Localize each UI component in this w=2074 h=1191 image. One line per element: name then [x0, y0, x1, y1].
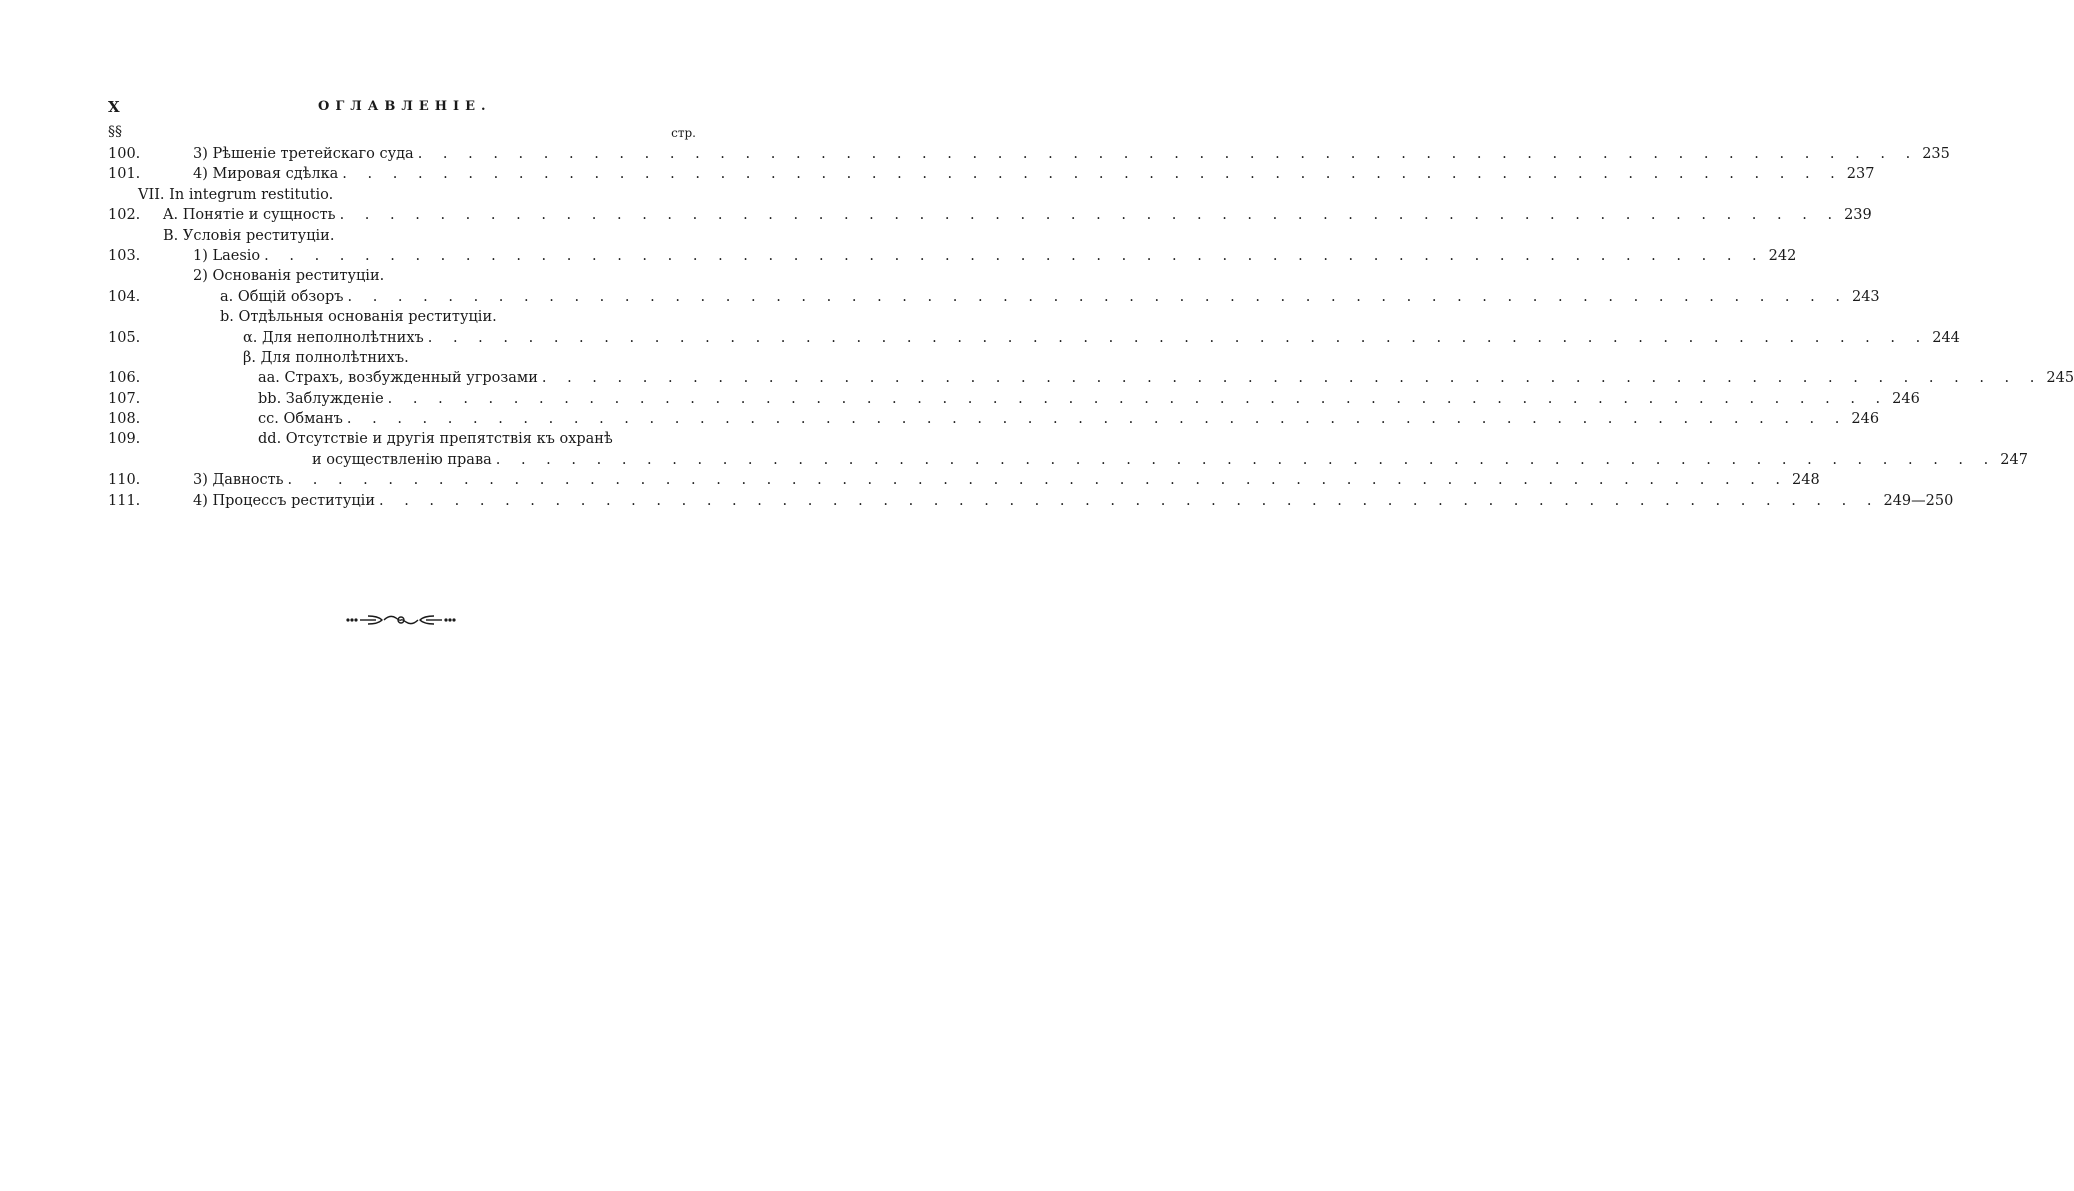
toc-entry-label: 4) Мировая сдѣлка	[193, 164, 342, 184]
toc-page-number: 242	[1768, 247, 1797, 264]
column-headings	[108, 124, 698, 142]
toc-entry-label: B. Условія реституціи.	[163, 226, 334, 246]
toc-entry	[138, 185, 698, 205]
toc-section-number: 107.	[108, 390, 141, 407]
toc-leader-dots: . . . . . . . . . . . . . . . . . . . . . . . . . . . . . . . . . . . . . . . . . . . . . . . . . . . . . . . . . . . .	[378, 492, 1880, 509]
toc-entry	[243, 348, 698, 368]
toc-page-number: 246	[1892, 390, 1920, 407]
toc-section-number: 101.	[108, 166, 141, 183]
toc-entry-label: dd. Отсутствіе и другія препятствія къ охранѣ	[258, 429, 613, 449]
toc-leader-dots: . . . . . . . . . . . . . . . . . . . . . . . . . . . . . . . . . . . . . . . . . . . . . . . . . . . . . . . . . . . .	[339, 207, 1841, 224]
toc-entry-label: a. Общій обзоръ	[220, 287, 347, 307]
toc-row	[108, 429, 698, 449]
toc-page-number: 248	[1792, 472, 1820, 489]
toc-leader-dots: . . . . . . . . . . . . . . . . . . . . . . . . . . . . . . . . . . . . . . . . . . . . . . . . . . . . . . . . . . . .	[387, 390, 1889, 407]
toc-section-number: 109.	[108, 431, 141, 448]
toc-section-number: 103.	[108, 247, 141, 264]
toc-section-number: 108.	[108, 411, 141, 428]
page-title: ОГЛАВЛЕНІЕ.	[318, 99, 492, 114]
toc-leader-dots: . . . . . . . . . . . . . . . . . . . . . . . . . . . . . . . . . . . . . . . . . . . . . . . . . . . . . . . . . . . .	[417, 146, 1919, 162]
toc-row	[108, 470, 1820, 490]
toc-row	[108, 307, 698, 327]
toc-page-number: 249—250	[1883, 492, 1954, 509]
toc-row	[108, 226, 698, 246]
toc-entry	[220, 307, 698, 327]
toc-entry	[258, 368, 2074, 388]
toc-section-number: 111.	[108, 492, 141, 509]
toc-row	[108, 491, 1954, 511]
toc-page-number: 237	[1846, 166, 1875, 183]
toc-entry	[258, 389, 1920, 409]
toc-row	[108, 409, 1880, 429]
toc-entry	[243, 328, 1960, 348]
page-column-heading: стр.	[671, 126, 696, 140]
page-number-roman: X	[108, 98, 120, 116]
toc-row	[108, 205, 1872, 225]
toc-entry	[163, 205, 1872, 225]
toc-entry-label: 1) Laesio	[193, 246, 264, 266]
toc-entry-label: A. Понятіе и сущность	[163, 205, 340, 225]
toc-page-number: 239	[1844, 207, 1872, 224]
toc-leader-dots: . . . . . . . . . . . . . . . . . . . . . . . . . . . . . . . . . . . . . . . . . . . . . . . . . . . . . . . . . . . .	[495, 451, 1997, 468]
toc-section-number: 102.	[108, 207, 141, 224]
toc-row	[108, 185, 698, 205]
toc-row	[108, 266, 698, 286]
toc-row	[108, 164, 1875, 184]
toc-entry	[193, 246, 1797, 266]
toc-row	[108, 144, 1950, 164]
toc-entry	[312, 450, 2028, 470]
toc-entry-label: aa. Страхъ, возбужденный угрозами	[258, 368, 542, 388]
toc-entry	[193, 144, 1950, 164]
page-header	[108, 98, 698, 120]
toc-entry-label: VII. In integrum restitutio.	[138, 185, 333, 205]
toc-entry	[220, 287, 1880, 307]
toc-entry-label: 3) Давность	[193, 470, 288, 490]
toc-page-number: 246	[1851, 411, 1880, 428]
toc-entry-label: cc. Обманъ	[258, 409, 347, 429]
decorative-ornament-icon	[346, 612, 456, 628]
toc-leader-dots: . . . . . . . . . . . . . . . . . . . . . . . . . . . . . . . . . . . . . . . . . . . . . . . . . . . . . . . . . . . .	[541, 370, 2043, 387]
toc-entry	[258, 429, 698, 449]
toc-row	[108, 328, 1960, 348]
toc-entry	[258, 409, 1880, 429]
toc-leader-dots: . . . . . . . . . . . . . . . . . . . . . . . . . . . . . . . . . . . . . . . . . . . . . . . . . . . . . . . . . . . .	[264, 247, 1765, 264]
toc-entry	[193, 491, 1954, 511]
toc-entry-label: 2) Основанія реституціи.	[193, 266, 384, 286]
toc-row	[108, 348, 698, 368]
toc-row	[108, 368, 2074, 388]
toc-page-number: 235	[1922, 146, 1950, 162]
toc-entry-label: 4) Процессъ реституціи	[193, 491, 379, 511]
toc-leader-dots: . . . . . . . . . . . . . . . . . . . . . . . . . . . . . . . . . . . . . . . . . . . . . . . . . . . . . . . . . . . .	[342, 166, 1843, 183]
toc-leader-dots: . . . . . . . . . . . . . . . . . . . . . . . . . . . . . . . . . . . . . . . . . . . . . . . . . . . . . . . . . . . .	[427, 329, 1929, 346]
toc-entry-label: bb. Заблужденіе	[258, 389, 388, 409]
toc-entry	[193, 470, 1820, 490]
toc-leader-dots: . . . . . . . . . . . . . . . . . . . . . . . . . . . . . . . . . . . . . . . . . . . . . . . . . . . . . . . . . . . .	[346, 411, 1848, 428]
toc-entry	[193, 164, 1875, 184]
toc-leader-dots: . . . . . . . . . . . . . . . . . . . . . . . . . . . . . . . . . . . . . . . . . . . . . . . . . . . . . . . . . . . .	[287, 472, 1789, 489]
section-column-heading: §§	[108, 124, 122, 140]
toc-row	[108, 389, 1920, 409]
table-of-contents	[108, 144, 2074, 511]
toc-section-number: 106.	[108, 370, 141, 387]
toc-entry	[193, 266, 698, 286]
toc-page-number: 245	[2046, 370, 2074, 387]
toc-entry-label: α. Для неполнолѣтнихъ	[243, 328, 428, 348]
toc-entry-label: 3) Рѣшеніе третейскаго суда	[193, 144, 418, 164]
toc-leader-dots: . . . . . . . . . . . . . . . . . . . . . . . . . . . . . . . . . . . . . . . . . . . . . . . . . . . . . . . . . . . .	[347, 288, 1848, 305]
toc-entry	[163, 226, 698, 246]
toc-entry-label: b. Отдѣльныя основанія реституціи.	[220, 307, 497, 327]
toc-section-number: 105.	[108, 329, 141, 346]
toc-entry-label: и осуществленію права	[312, 450, 496, 470]
toc-page-number: 247	[2000, 451, 2028, 468]
toc-section-number: 104.	[108, 288, 141, 305]
toc-row	[108, 450, 2028, 470]
toc-section-number: 100.	[108, 146, 141, 162]
toc-page-number: 244	[1932, 329, 1960, 346]
toc-row	[108, 246, 1797, 266]
toc-section-number: 110.	[108, 472, 141, 489]
toc-row	[108, 287, 1880, 307]
toc-entry-label: β. Для полнолѣтнихъ.	[243, 348, 409, 368]
toc-page-number: 243	[1851, 288, 1880, 305]
